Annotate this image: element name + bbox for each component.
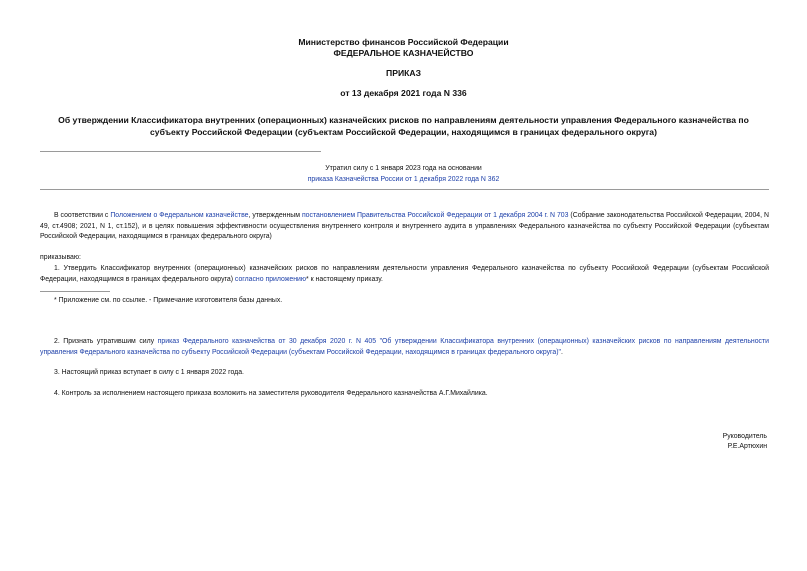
status-note-text: Утратил силу с 1 января 2023 года на основании: [325, 165, 482, 172]
preamble-text-1: В соответствии с: [54, 212, 111, 219]
footnote: * Приложение см. по ссылке. - Примечание изготовителя базы данных.: [54, 297, 283, 304]
item-2-text-end: .: [560, 348, 563, 356]
preamble-text-3: (Собрание законодательства Российской Федерации, 2004, N 49, ст.4908; 2021, N 1, ст.152), и в целях повышения эффективности осуществления внутреннего контроля и внутреннего аудита в управлениях Федерального казначейства по субъекту Российской Федерации (субъектам Российской Федерации, находящимся в границах федерального округа): [40, 212, 769, 240]
signature-name: Р.Е.Артюхин: [727, 443, 767, 450]
appendix-link[interactable]: согласно приложению: [234, 275, 307, 283]
divider-status: [40, 189, 769, 190]
preamble-text-2: , утвержденным: [248, 212, 302, 219]
item-1-text: 1. Утвердить Классификатор внутренних (операционных) казначейских рисков по направлениям деятельности управления Федерального казначейства по субъекту Российской Федерации (субъектам Российской Федерации, находящимся в границах федерального округа): [40, 265, 769, 283]
agency-name: ФЕДЕРАЛЬНОЕ КАЗНАЧЕЙСТВО: [333, 48, 474, 58]
item-2-text: 2. Признать утратившим силу: [54, 338, 158, 345]
item-1-paragraph: [40, 264, 769, 285]
item-3-paragraph: 3. Настоящий приказ вступает в силу с 1 января 2022 года.: [54, 369, 244, 376]
government-decree-link[interactable]: постановлением Правительства Российской Федерации от 1 декабря 2004 г. N 703: [301, 212, 569, 219]
document-type: ПРИКАЗ: [386, 68, 421, 78]
ministry-name: Министерство финансов Российской Федерации: [298, 37, 509, 47]
order-word: приказываю:: [40, 254, 81, 261]
preamble-paragraph: [40, 211, 769, 243]
status-note-link[interactable]: приказа Казначейства России от 1 декабря 2022 года N 362: [307, 176, 500, 183]
item-4-paragraph: 4. Контроль за исполнением настоящего приказа возложить на заместителя руководителя Федерального казначейства А.Г.Михайлика.: [54, 390, 488, 397]
statute-link[interactable]: Положением о Федеральном казначействе: [110, 212, 249, 219]
signature-position: Руководитель: [722, 433, 767, 440]
item-2-paragraph: [40, 337, 769, 358]
document-title: Об утверждении Классификатора внутренних (операционных) казначейских рисков по направлениям деятельности управления Федерального казначейства по субъекту Российской Федерации (субъектам Российской Федерации, находящимся в границах федерального округа): [58, 115, 749, 137]
previous-order-link[interactable]: приказ Федерального казначейства от 30 декабря 2020 г. N 405 "Об утверждении Классификатора внутренних (операционных) казначейских рисков по направлениям деятельности управления Федерального казначейства по субъекту Российской Федерации (субъектам Российской Федерации, находящимся в границах федерального округа)": [40, 338, 769, 356]
footnote-divider: [40, 291, 110, 292]
divider-top: [40, 151, 321, 152]
item-1-text-end: * к настоящему приказу.: [306, 275, 383, 283]
document-date: от 13 декабря 2021 года N 336: [340, 88, 467, 98]
